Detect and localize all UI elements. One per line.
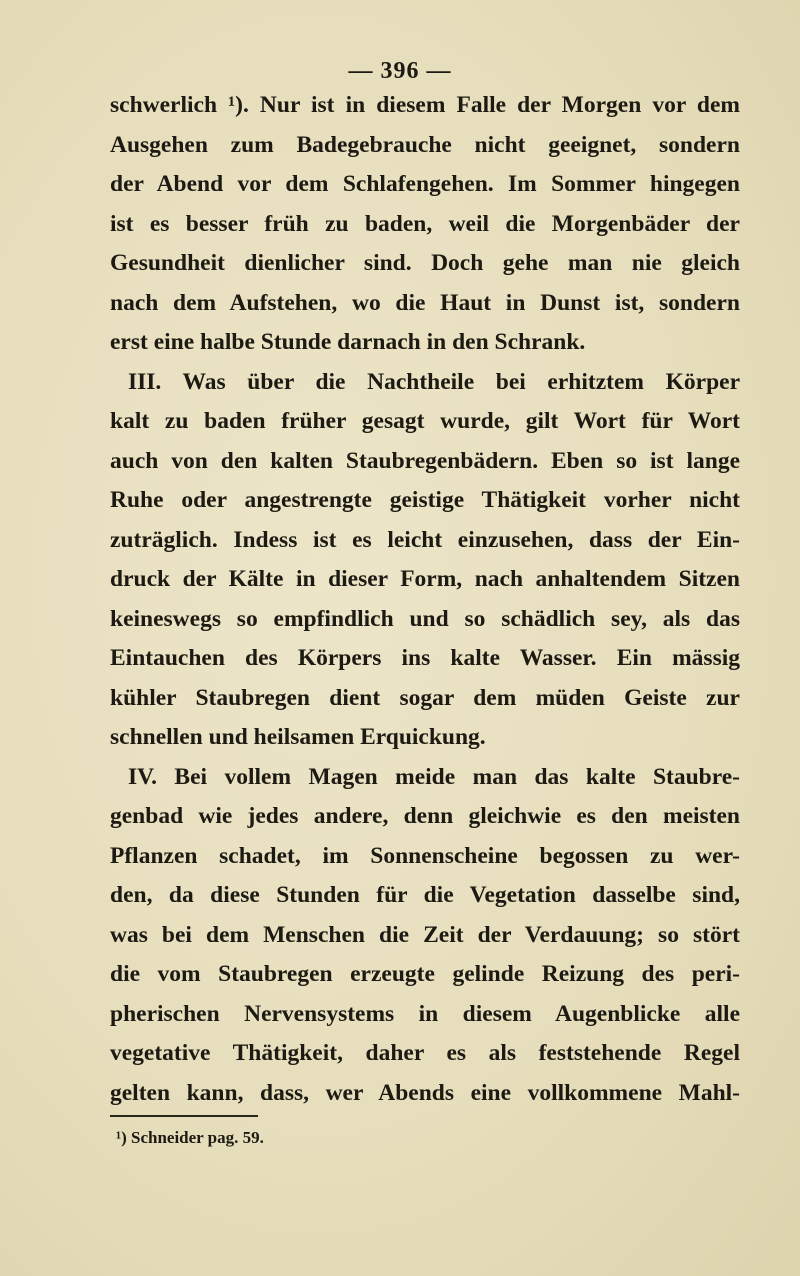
body-text <box>110 88 740 1115</box>
paragraph <box>110 760 740 1116</box>
text-line: III. Was über die Nachtheile bei erhitztem Körper <box>128 368 740 395</box>
paragraph <box>110 365 740 760</box>
text-line: kühler Staubregen dient sogar dem müden Geiste zur <box>110 684 740 711</box>
text-line: Pflanzen schadet, im Sonnenscheine begossen zu wer- <box>110 842 740 869</box>
paragraph <box>110 88 740 365</box>
text-line: der Abend vor dem Schlafengehen. Im Sommer hingegen <box>110 171 740 197</box>
text-line: druck der Kälte in dieser Form, nach anhaltendem Sitzen <box>110 566 740 592</box>
text-line: Gesundheit dienlicher sind. Doch gehe man nie gleich <box>110 250 740 276</box>
text-line: die vom Staubregen erzeugte gelinde Reizung des peri- <box>110 961 740 987</box>
text-line: ist es besser früh zu baden, weil die Morgenbäder der <box>110 210 740 237</box>
text-line: gelten kann, dass, wer Abends eine vollkommene Mahl- <box>110 1079 740 1106</box>
text-line: genbad wie jedes andere, denn gleichwie es den meisten <box>110 803 740 829</box>
text-line: Ruhe oder angestrengte geistige Thätigkeit vorher nicht <box>110 487 740 513</box>
text-line: schnellen und heilsamen Erquickung. <box>110 724 486 750</box>
text-line: den, da diese Stunden für die Vegetation dasselbe sind, <box>110 882 740 908</box>
footnote-divider <box>110 1115 258 1117</box>
text-line: keineswegs so empfindlich und so schädlich sey, als das <box>110 605 740 632</box>
text-line: auch von den kalten Staubregenbädern. Eben so ist lange <box>110 447 740 474</box>
text-line: was bei dem Menschen die Zeit der Verdauung; so stört <box>110 921 740 948</box>
text-line: zuträglich. Indess ist es leicht einzusehen, dass der Ein- <box>110 526 740 553</box>
text-line: nach dem Aufstehen, wo die Haut in Dunst ist, sondern <box>110 289 740 316</box>
page-number: — 396 — <box>348 58 452 84</box>
text-line: IV. Bei vollem Magen meide man das kalte Staubre- <box>128 763 740 790</box>
text-line: schwerlich ¹). Nur ist in diesem Falle der Morgen vor dem <box>110 92 740 118</box>
text-line: Eintauchen des Körpers ins kalte Wasser. Ein mässig <box>110 645 740 671</box>
footnote: ¹) Schneider pag. 59. <box>116 1128 264 1147</box>
text-line: pherischen Nervensystems in diesem Augenblicke alle <box>110 1000 740 1027</box>
text-line: kalt zu baden früher gesagt wurde, gilt Wort für Wort <box>110 408 740 434</box>
text-line: vegetative Thätigkeit, daher es als feststehende Regel <box>110 1040 740 1066</box>
text-line: erst eine halbe Stunde darnach in den Schrank. <box>110 329 586 355</box>
text-line: Ausgehen zum Badegebrauche nicht geeignet, sondern <box>110 131 740 158</box>
